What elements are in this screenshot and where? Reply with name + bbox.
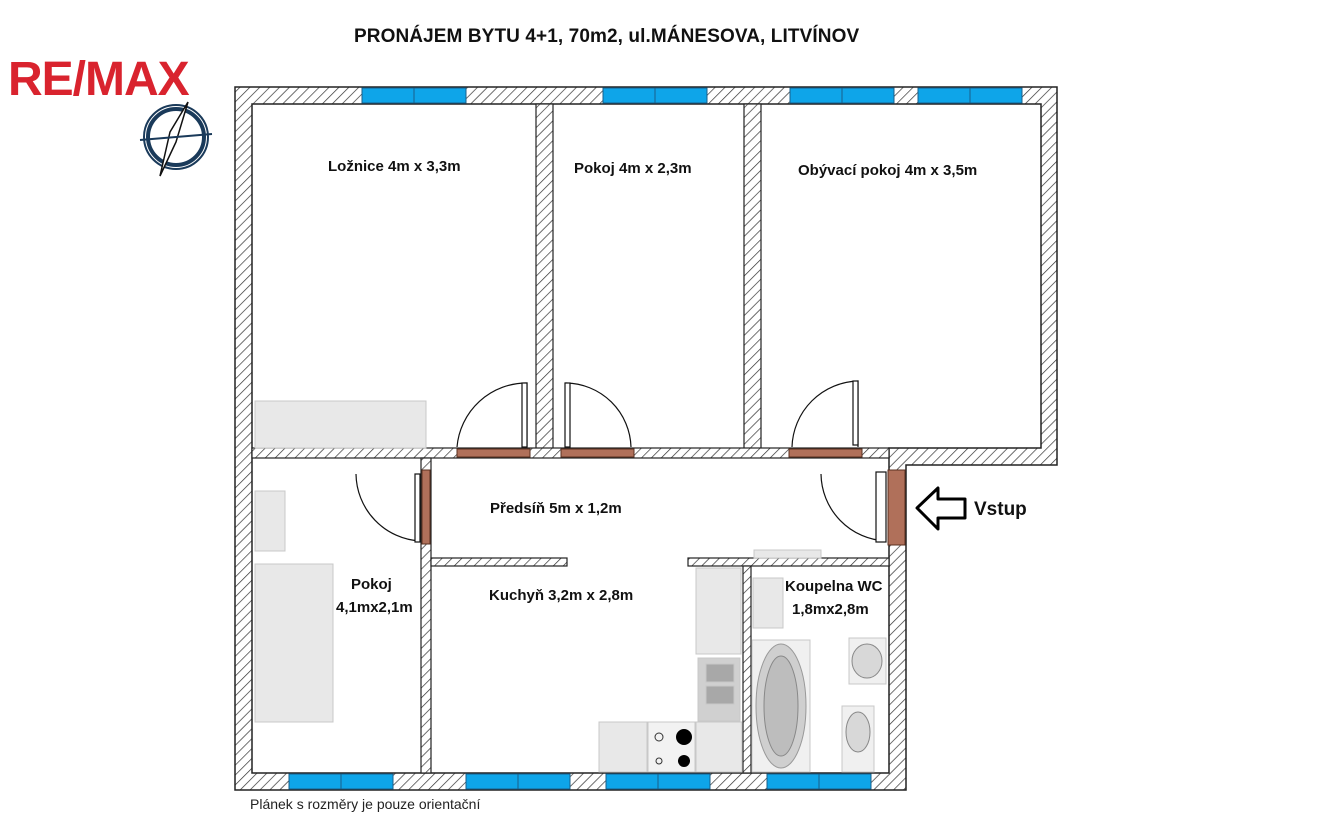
room-label-koupelna: Koupelna WC <box>785 578 883 595</box>
remax-logo: RE/MAX <box>8 53 189 106</box>
entrance-label: Vstup <box>974 499 1027 520</box>
disclaimer-note: Plánek s rozměry je pouze orientační <box>250 796 481 812</box>
room-size-pokoj-left: 4,1mx2,1m <box>336 599 413 616</box>
plan-title: PRONÁJEM BYTU 4+1, 70m2, ul.MÁNESOVA, LITVÍNOV <box>354 26 860 47</box>
room-label-obyvaci: Obývací pokoj 4m x 3,5m <box>798 162 978 179</box>
room-label-loznice: Ložnice 4m x 3,3m <box>328 158 461 175</box>
room-size-koupelna: 1,8mx2,8m <box>792 601 869 618</box>
doors <box>356 381 905 545</box>
room-label-predsin: Předsíň 5m x 1,2m <box>490 500 622 517</box>
room-label-pokoj-middle: Pokoj 4m x 2,3m <box>574 160 692 177</box>
room-label-kuchyn: Kuchyň 3,2m x 2,8m <box>489 587 634 604</box>
room-label-pokoj-left: Pokoj <box>351 576 392 593</box>
entrance-arrow-icon <box>917 488 965 529</box>
compass-icon <box>140 102 212 176</box>
